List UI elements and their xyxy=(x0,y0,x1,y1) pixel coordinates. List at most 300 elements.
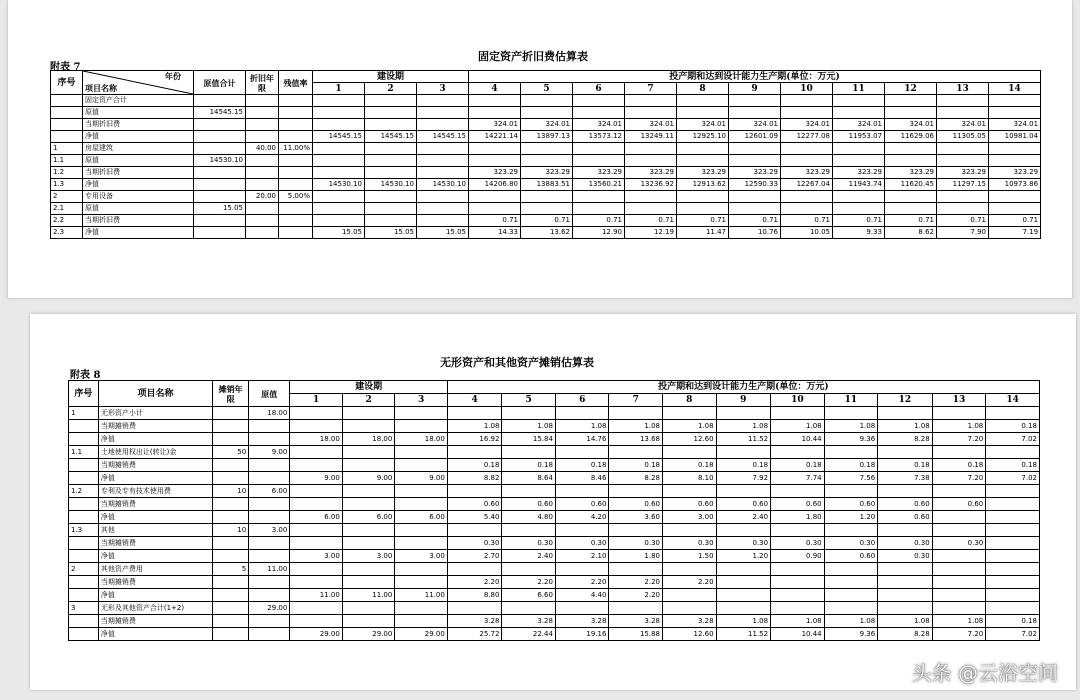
header-period-14: 14 xyxy=(986,394,1040,407)
row-value-period-14 xyxy=(986,407,1040,420)
row-value-period-13 xyxy=(937,95,989,107)
row-value-period-10 xyxy=(771,602,825,615)
row-value-period-11: 9.36 xyxy=(824,628,878,641)
row-value-period-11: 11943.74 xyxy=(833,179,885,191)
row-value-period-3 xyxy=(395,576,448,589)
table-row xyxy=(69,446,1040,459)
row-value-period-5 xyxy=(502,563,556,576)
row-value-period-7: 323.29 xyxy=(625,167,677,179)
row-value-period-4 xyxy=(447,524,502,537)
row-value-period-14 xyxy=(986,576,1040,589)
row-residual-rate xyxy=(279,167,313,179)
row-amortization-years xyxy=(213,537,249,550)
row-value-period-6: 0.30 xyxy=(555,537,609,550)
row-item-name: 原值 xyxy=(83,203,194,215)
row-value-period-14 xyxy=(989,155,1041,167)
row-value-period-4: 0.30 xyxy=(447,537,502,550)
row-value-period-4: 0.18 xyxy=(447,459,502,472)
row-value-period-1 xyxy=(313,143,365,155)
row-value-period-14 xyxy=(986,498,1040,511)
row-original-value: 14545.15 xyxy=(194,107,246,119)
row-value-period-13: 324.01 xyxy=(937,119,989,131)
row-value-period-5: 0.60 xyxy=(502,498,556,511)
row-value-period-11: 324.01 xyxy=(833,119,885,131)
header-period-8: 8 xyxy=(677,83,729,95)
row-amortization-years xyxy=(213,550,249,563)
row-seq: 2 xyxy=(69,563,99,576)
row-value-period-9 xyxy=(716,407,771,420)
header-residual-rate: 残值率 xyxy=(279,71,313,95)
row-value-period-9: 11.52 xyxy=(716,628,771,641)
row-value-period-14 xyxy=(986,524,1040,537)
row-residual-rate xyxy=(279,215,313,227)
row-depreciation-years xyxy=(246,203,279,215)
row-value-period-9 xyxy=(729,107,781,119)
row-value-period-14: 0.18 xyxy=(986,615,1040,628)
row-value-period-10: 12277.08 xyxy=(781,131,833,143)
row-value-period-13: 7.90 xyxy=(937,227,989,239)
row-value-period-1 xyxy=(290,537,343,550)
row-value-period-5: 0.18 xyxy=(502,459,556,472)
row-value-period-10: 0.30 xyxy=(771,537,825,550)
row-value-period-9 xyxy=(716,524,771,537)
row-value-period-5: 1.08 xyxy=(502,420,556,433)
row-seq xyxy=(69,511,99,524)
row-value-period-9: 1.20 xyxy=(716,550,771,563)
row-value-period-10 xyxy=(771,407,825,420)
table-row xyxy=(69,485,1040,498)
header-period-3: 3 xyxy=(395,394,448,407)
row-value-period-13 xyxy=(937,191,989,203)
row-value-period-7: 0.30 xyxy=(609,537,663,550)
row-value-period-4: 3.28 xyxy=(447,615,502,628)
row-value-period-7: 8.28 xyxy=(609,472,663,485)
row-item-name: 当期折旧费 xyxy=(83,215,194,227)
row-value-period-12: 8.28 xyxy=(878,433,933,446)
row-seq xyxy=(51,119,83,131)
row-value-period-13: 1.08 xyxy=(932,615,986,628)
row-value-period-8: 0.60 xyxy=(663,498,717,511)
table-row xyxy=(51,107,1041,119)
row-item-name: 房屋建筑 xyxy=(83,143,194,155)
row-value-period-10: 0.60 xyxy=(771,498,825,511)
row-seq: 1.2 xyxy=(51,167,83,179)
header-period-13: 13 xyxy=(932,394,986,407)
row-value-period-6 xyxy=(573,95,625,107)
row-value-period-6: 1.08 xyxy=(555,420,609,433)
row-value-period-10: 323.29 xyxy=(781,167,833,179)
row-depreciation-years: 20.00 xyxy=(246,191,279,203)
row-value-period-8 xyxy=(677,191,729,203)
row-original-value xyxy=(249,433,290,446)
row-value-period-2: 6.00 xyxy=(342,511,395,524)
header-period-8: 8 xyxy=(663,394,717,407)
row-depreciation-years xyxy=(246,215,279,227)
row-value-period-14: 10981.04 xyxy=(989,131,1041,143)
row-value-period-4: 25.72 xyxy=(447,628,502,641)
row-value-period-1 xyxy=(313,191,365,203)
row-value-period-11 xyxy=(833,203,885,215)
row-value-period-7 xyxy=(625,107,677,119)
row-value-period-14 xyxy=(986,550,1040,563)
row-value-period-13: 0.71 xyxy=(937,215,989,227)
row-item-name: 净值 xyxy=(98,550,212,563)
row-value-period-4: 8.82 xyxy=(447,472,502,485)
row-value-period-11 xyxy=(824,407,878,420)
row-value-period-12: 7.38 xyxy=(878,472,933,485)
row-value-period-2 xyxy=(342,407,395,420)
row-value-period-1 xyxy=(290,407,343,420)
row-value-period-12 xyxy=(878,563,933,576)
row-value-period-9: 1.08 xyxy=(716,615,771,628)
row-value-period-7 xyxy=(609,446,663,459)
row-value-period-1 xyxy=(290,576,343,589)
row-item-name: 原值 xyxy=(83,107,194,119)
row-value-period-5: 8.64 xyxy=(502,472,556,485)
row-seq xyxy=(51,107,83,119)
row-value-period-6 xyxy=(573,155,625,167)
row-value-period-5: 22.44 xyxy=(502,628,556,641)
row-value-period-4 xyxy=(469,107,521,119)
header-year-item-diagonal xyxy=(83,71,194,95)
row-value-period-3 xyxy=(417,95,469,107)
depreciation-table-title: 固定资产折旧费估算表 xyxy=(478,50,588,63)
row-amortization-years xyxy=(213,459,249,472)
row-value-period-13: 0.60 xyxy=(932,498,986,511)
row-original-value: 9.00 xyxy=(249,446,290,459)
row-value-period-4 xyxy=(447,563,502,576)
row-value-period-4: 324.01 xyxy=(469,119,521,131)
header-period-5: 5 xyxy=(502,394,556,407)
row-value-period-11: 1.08 xyxy=(824,615,878,628)
row-amortization-years: 5 xyxy=(213,563,249,576)
row-value-period-13 xyxy=(937,143,989,155)
row-value-period-1 xyxy=(290,498,343,511)
row-value-period-13 xyxy=(932,563,986,576)
row-value-period-11 xyxy=(824,563,878,576)
row-item-name: 净值 xyxy=(98,511,212,524)
row-value-period-1: 29.00 xyxy=(290,628,343,641)
header-period-13: 13 xyxy=(937,83,989,95)
row-value-period-7: 13.68 xyxy=(609,433,663,446)
row-original-value xyxy=(249,576,290,589)
row-value-period-14 xyxy=(989,107,1041,119)
row-value-period-13 xyxy=(937,203,989,215)
row-value-period-9: 11.52 xyxy=(716,433,771,446)
row-value-period-12: 0.30 xyxy=(878,550,933,563)
header-period-6: 6 xyxy=(573,83,625,95)
header-period-1: 1 xyxy=(290,394,343,407)
row-value-period-5 xyxy=(521,107,573,119)
row-value-period-9: 323.29 xyxy=(729,167,781,179)
row-item-name: 净值 xyxy=(83,227,194,239)
row-value-period-5: 323.29 xyxy=(521,167,573,179)
row-value-period-13: 0.18 xyxy=(932,459,986,472)
header-period-7: 7 xyxy=(625,83,677,95)
header-period-2: 2 xyxy=(365,83,417,95)
row-value-period-6 xyxy=(555,407,609,420)
row-item-name: 净值 xyxy=(98,628,212,641)
row-value-period-9 xyxy=(729,203,781,215)
row-value-period-9 xyxy=(729,95,781,107)
row-value-period-12: 1.08 xyxy=(878,615,933,628)
row-value-period-7 xyxy=(609,524,663,537)
row-value-period-9: 7.92 xyxy=(716,472,771,485)
row-seq xyxy=(69,498,99,511)
row-amortization-years xyxy=(213,472,249,485)
row-value-period-6: 12.90 xyxy=(573,227,625,239)
row-value-period-6: 4.40 xyxy=(555,589,609,602)
row-value-period-12 xyxy=(878,446,933,459)
row-value-period-7 xyxy=(609,407,663,420)
header-period-11: 11 xyxy=(833,83,885,95)
row-value-period-1: 14530.10 xyxy=(313,179,365,191)
row-value-period-7 xyxy=(609,485,663,498)
table-row xyxy=(69,576,1040,589)
row-value-period-11: 7.56 xyxy=(824,472,878,485)
table-row xyxy=(69,433,1040,446)
row-seq xyxy=(69,459,99,472)
row-value-period-6: 0.18 xyxy=(555,459,609,472)
row-value-period-12: 0.60 xyxy=(878,498,933,511)
row-value-period-7 xyxy=(625,203,677,215)
table-row xyxy=(69,459,1040,472)
row-seq xyxy=(69,615,99,628)
row-value-period-7 xyxy=(625,143,677,155)
row-value-period-5 xyxy=(521,143,573,155)
row-value-period-10: 10.05 xyxy=(781,227,833,239)
row-value-period-4 xyxy=(447,446,502,459)
row-residual-rate xyxy=(279,203,313,215)
row-value-period-8 xyxy=(663,485,717,498)
row-original-value xyxy=(249,615,290,628)
row-value-period-2: 14545.15 xyxy=(365,131,417,143)
row-value-period-14: 7.19 xyxy=(989,227,1041,239)
row-value-period-9: 12601.09 xyxy=(729,131,781,143)
row-amortization-years: 50 xyxy=(213,446,249,459)
row-value-period-4 xyxy=(469,191,521,203)
row-value-period-4 xyxy=(469,203,521,215)
row-amortization-years xyxy=(213,407,249,420)
row-value-period-8: 12925.10 xyxy=(677,131,729,143)
row-value-period-3 xyxy=(417,167,469,179)
row-value-period-5: 0.30 xyxy=(502,537,556,550)
row-original-value xyxy=(194,167,246,179)
row-value-period-5: 13897.13 xyxy=(521,131,573,143)
row-value-period-8: 12.60 xyxy=(663,628,717,641)
row-value-period-8: 0.71 xyxy=(677,215,729,227)
row-seq xyxy=(69,576,99,589)
row-value-period-3 xyxy=(395,602,448,615)
row-value-period-14 xyxy=(986,485,1040,498)
table-row xyxy=(51,227,1041,239)
row-value-period-7 xyxy=(625,191,677,203)
row-original-value xyxy=(249,589,290,602)
row-seq xyxy=(69,537,99,550)
row-value-period-5 xyxy=(521,191,573,203)
row-value-period-6 xyxy=(573,191,625,203)
row-value-period-10: 0.71 xyxy=(781,215,833,227)
row-seq: 1.1 xyxy=(51,155,83,167)
row-value-period-12: 0.30 xyxy=(878,537,933,550)
row-value-period-4 xyxy=(469,95,521,107)
row-original-value xyxy=(194,227,246,239)
row-original-value xyxy=(249,498,290,511)
row-value-period-8: 11.47 xyxy=(677,227,729,239)
row-original-value: 29.00 xyxy=(249,602,290,615)
row-value-period-3: 14545.15 xyxy=(417,131,469,143)
row-value-period-10 xyxy=(771,524,825,537)
amortization-table xyxy=(68,380,1040,641)
row-depreciation-years xyxy=(246,119,279,131)
row-value-period-6: 13573.12 xyxy=(573,131,625,143)
row-value-period-3 xyxy=(395,420,448,433)
row-value-period-8 xyxy=(677,203,729,215)
row-value-period-5: 13.62 xyxy=(521,227,573,239)
row-value-period-11 xyxy=(833,155,885,167)
row-value-period-3 xyxy=(417,119,469,131)
row-value-period-14: 7.02 xyxy=(986,433,1040,446)
row-value-period-6: 14.76 xyxy=(555,433,609,446)
row-value-period-9 xyxy=(716,485,771,498)
row-value-period-14 xyxy=(986,511,1040,524)
row-value-period-1 xyxy=(313,155,365,167)
row-value-period-8: 12.60 xyxy=(663,433,717,446)
row-original-value xyxy=(249,420,290,433)
row-value-period-4: 1.08 xyxy=(447,420,502,433)
row-value-period-2 xyxy=(342,563,395,576)
row-value-period-8 xyxy=(663,602,717,615)
row-value-period-11: 0.18 xyxy=(824,459,878,472)
row-value-period-5 xyxy=(521,155,573,167)
row-value-period-5: 324.01 xyxy=(521,119,573,131)
row-value-period-11 xyxy=(833,95,885,107)
row-value-period-11 xyxy=(833,191,885,203)
row-value-period-5: 2.40 xyxy=(502,550,556,563)
row-value-period-7 xyxy=(609,563,663,576)
header-year: 年份 xyxy=(165,71,181,81)
row-original-value xyxy=(194,119,246,131)
row-value-period-5 xyxy=(502,602,556,615)
header-period-9: 9 xyxy=(716,394,771,407)
row-value-period-14: 7.02 xyxy=(986,472,1040,485)
row-residual-rate xyxy=(279,227,313,239)
row-value-period-12: 0.71 xyxy=(885,215,937,227)
row-value-period-14: 324.01 xyxy=(989,119,1041,131)
row-value-period-9: 1.08 xyxy=(716,420,771,433)
header-seq: 序号 xyxy=(51,71,83,95)
row-residual-rate xyxy=(279,179,313,191)
row-value-period-2 xyxy=(342,524,395,537)
table-row xyxy=(69,537,1040,550)
row-value-period-4: 323.29 xyxy=(469,167,521,179)
row-seq: 2.1 xyxy=(51,203,83,215)
row-value-period-13 xyxy=(932,446,986,459)
row-residual-rate xyxy=(279,155,313,167)
row-value-period-2 xyxy=(342,446,395,459)
row-value-period-9 xyxy=(729,155,781,167)
row-value-period-6: 19.16 xyxy=(555,628,609,641)
row-value-period-7: 3.28 xyxy=(609,615,663,628)
row-value-period-7: 0.71 xyxy=(625,215,677,227)
row-item-name: 其他资产费用 xyxy=(98,563,212,576)
row-value-period-10: 1.80 xyxy=(771,511,825,524)
header-item-name: 项目名称 xyxy=(85,83,117,93)
table-row xyxy=(51,179,1041,191)
row-amortization-years xyxy=(213,615,249,628)
row-value-period-3: 15.05 xyxy=(417,227,469,239)
row-original-value xyxy=(194,179,246,191)
row-original-value xyxy=(194,143,246,155)
row-residual-rate: 11.00% xyxy=(279,143,313,155)
row-value-period-1 xyxy=(290,563,343,576)
row-value-period-4: 14221.14 xyxy=(469,131,521,143)
row-amortization-years xyxy=(213,576,249,589)
header-period-6: 6 xyxy=(555,394,609,407)
table-row xyxy=(51,143,1041,155)
row-item-name: 固定资产合计 xyxy=(83,95,194,107)
row-value-period-14: 0.18 xyxy=(986,459,1040,472)
row-value-period-4: 14.33 xyxy=(469,227,521,239)
row-seq: 1.3 xyxy=(51,179,83,191)
row-value-period-6 xyxy=(573,143,625,155)
row-value-period-12: 11620.45 xyxy=(885,179,937,191)
row-seq: 1.2 xyxy=(69,485,99,498)
row-seq: 2.3 xyxy=(51,227,83,239)
watermark-text: 头条 @云浴空间 xyxy=(911,661,1058,685)
row-value-period-5: 13883.51 xyxy=(521,179,573,191)
row-value-period-14 xyxy=(989,143,1041,155)
row-value-period-9: 0.71 xyxy=(729,215,781,227)
row-value-period-10: 1.08 xyxy=(771,615,825,628)
row-value-period-10: 0.90 xyxy=(771,550,825,563)
row-value-period-5 xyxy=(502,446,556,459)
row-value-period-5: 4.80 xyxy=(502,511,556,524)
row-value-period-2 xyxy=(365,119,417,131)
row-value-period-14: 0.71 xyxy=(989,215,1041,227)
row-value-period-12 xyxy=(885,107,937,119)
row-item-name: 净值 xyxy=(83,179,194,191)
row-value-period-6: 0.60 xyxy=(555,498,609,511)
row-value-period-8 xyxy=(677,143,729,155)
row-value-period-7: 1.80 xyxy=(609,550,663,563)
row-value-period-12: 8.62 xyxy=(885,227,937,239)
row-seq: 1 xyxy=(51,143,83,155)
row-value-period-2 xyxy=(342,576,395,589)
row-value-period-3 xyxy=(395,446,448,459)
row-amortization-years xyxy=(213,589,249,602)
header-amortization-years: 摊销年限 xyxy=(213,381,249,407)
row-seq xyxy=(69,628,99,641)
row-value-period-10 xyxy=(781,95,833,107)
row-residual-rate xyxy=(279,119,313,131)
row-value-period-3 xyxy=(417,143,469,155)
row-value-period-12: 0.60 xyxy=(878,511,933,524)
row-value-period-10: 10.44 xyxy=(771,433,825,446)
row-amortization-years xyxy=(213,433,249,446)
row-value-period-1 xyxy=(313,167,365,179)
row-original-value: 3.00 xyxy=(249,524,290,537)
row-residual-rate xyxy=(279,131,313,143)
row-depreciation-years xyxy=(246,227,279,239)
table-row xyxy=(69,472,1040,485)
row-value-period-6: 3.28 xyxy=(555,615,609,628)
row-value-period-13 xyxy=(932,407,986,420)
row-value-period-6 xyxy=(573,203,625,215)
row-value-period-12 xyxy=(885,203,937,215)
row-value-period-8: 3.00 xyxy=(663,511,717,524)
row-value-period-2 xyxy=(342,498,395,511)
